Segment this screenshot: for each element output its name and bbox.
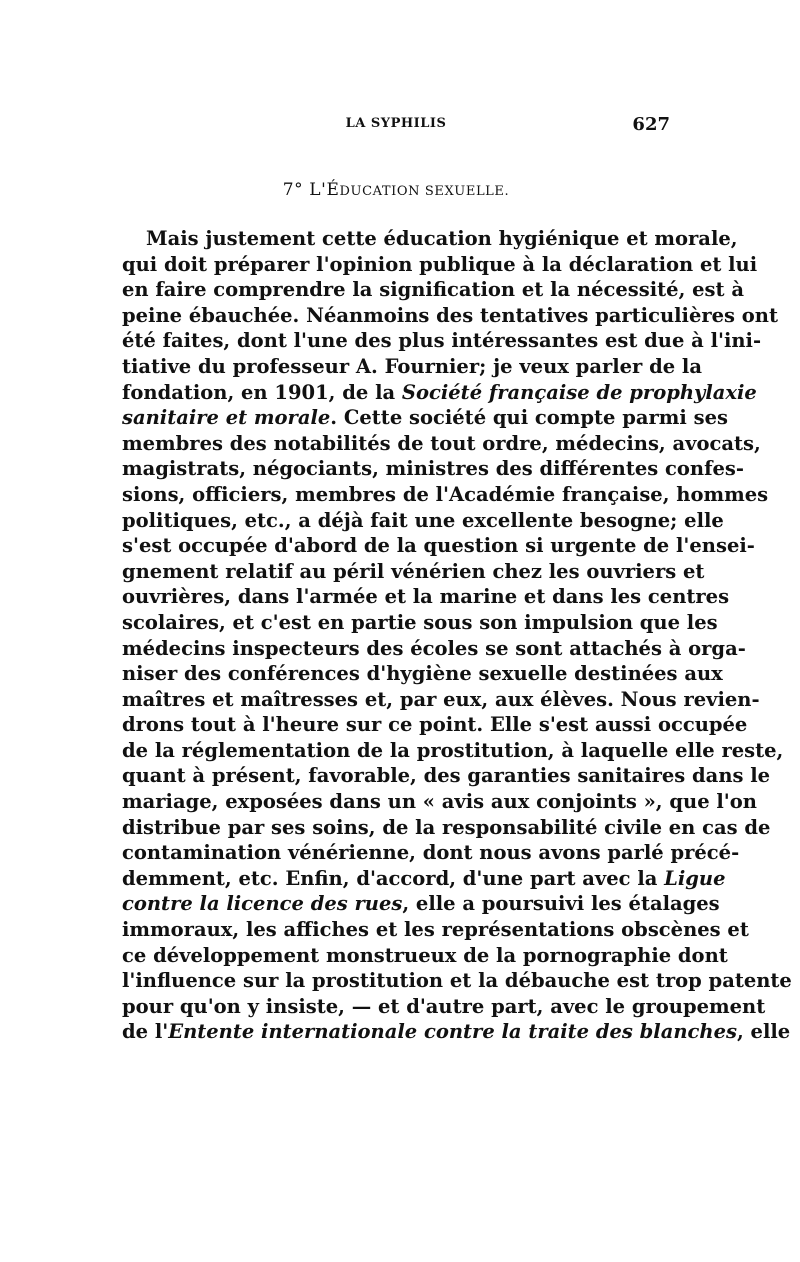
section-heading	[122, 180, 670, 200]
text-line: peine ébauchée. Néanmoins des tentatives particulières ont	[122, 303, 778, 327]
text-line	[122, 380, 757, 406]
italic-title: Ligue	[664, 866, 726, 890]
text-line	[122, 891, 720, 917]
body-paragraph	[122, 226, 792, 1045]
text-line: politiques, etc., a déjà fait une excellente besogne; elle	[122, 508, 724, 532]
text-line: tiative du professeur A. Fournier; je veux parler de la	[122, 354, 702, 378]
page-number: 627	[632, 114, 670, 135]
text-line: l'influence sur la prostitution et la débauche est trop patente	[122, 969, 792, 993]
text-line: contamination vénérienne, dont nous avons parlé précé-	[122, 841, 740, 865]
italic-title: sanitaire et morale	[122, 406, 331, 430]
text-line: distribue par ses soins, de la responsabilité civile en cas de	[122, 815, 771, 839]
text-line: magistrats, négociants, ministres des différentes confes-	[122, 457, 744, 481]
text-line	[122, 405, 728, 431]
text-run: fondation, en 1901, de la	[122, 380, 402, 404]
text-line: scolaires, et c'est en partie sous son impulsion que les	[122, 610, 718, 634]
text-run: , elle	[736, 1020, 791, 1044]
text-line: quant à présent, favorable, des garanties sanitaires dans le	[122, 764, 771, 788]
italic-title: Société française de prophylaxie	[401, 380, 757, 404]
section-number: 7°	[282, 180, 304, 200]
text-run: de l'	[122, 1020, 169, 1044]
text-run: . Cette société qui compte parmi ses	[330, 406, 728, 430]
text-line: qui doit préparer l'opinion publique à la déclaration et lui	[122, 252, 758, 276]
text-line: immoraux, les affiches et les représentations obscènes et	[122, 918, 749, 942]
section-title-rest: DUCATION SEXUELLE.	[339, 184, 510, 199]
text-line: de la réglementation de la prostitution, à laquelle elle reste,	[122, 738, 784, 762]
text-line: s'est occupée d'abord de la question si urgente de l'ensei-	[122, 534, 755, 558]
text-line: Mais justement cette éducation hygiénique et morale,	[146, 227, 738, 250]
text-line: été faites, dont l'une des plus intéressantes est due à l'ini-	[122, 329, 762, 353]
text-line: sions, officiers, membres de l'Académie française, hommes	[122, 482, 769, 506]
running-head	[122, 116, 670, 138]
section-title-initial: L'É	[309, 180, 340, 200]
text-line	[122, 1019, 791, 1045]
text-line	[122, 866, 726, 892]
text-run: demment, etc. Enfin, d'accord, d'une part avec la	[122, 866, 665, 890]
text-line: maîtres et maîtresses et, par eux, aux élèves. Nous revien-	[122, 687, 760, 711]
text-line: niser des conférences d'hygiène sexuelle destinées aux	[122, 662, 723, 686]
italic-title: contre la licence des rues	[122, 892, 403, 916]
text-line: mariage, exposées dans un « avis aux conjoints », que l'on	[122, 790, 757, 814]
text-line: pour qu'on y insiste, — et d'autre part, avec le groupement	[122, 994, 766, 1018]
italic-title: Entente internationale contre la traite des blanches	[168, 1020, 737, 1044]
running-title: LA SYPHILIS	[345, 116, 447, 131]
text-line: en faire comprendre la signification et la nécessité, est à	[122, 278, 744, 302]
text-run: , elle a poursuivi les étalages	[402, 892, 720, 916]
text-line: drons tout à l'heure sur ce point. Elle s'est aussi occupée	[122, 713, 748, 737]
text-line: ouvrières, dans l'armée et la marine et dans les centres	[122, 585, 730, 609]
text-line: médecins inspecteurs des écoles se sont attachés à orga-	[122, 636, 746, 660]
text-line: gnement relatif au péril vénérien chez les ouvriers et	[122, 559, 705, 583]
text-line: membres des notabilités de tout ordre, médecins, avocats,	[122, 431, 761, 455]
text-line: ce développement monstrueux de la pornographie dont	[122, 943, 728, 967]
